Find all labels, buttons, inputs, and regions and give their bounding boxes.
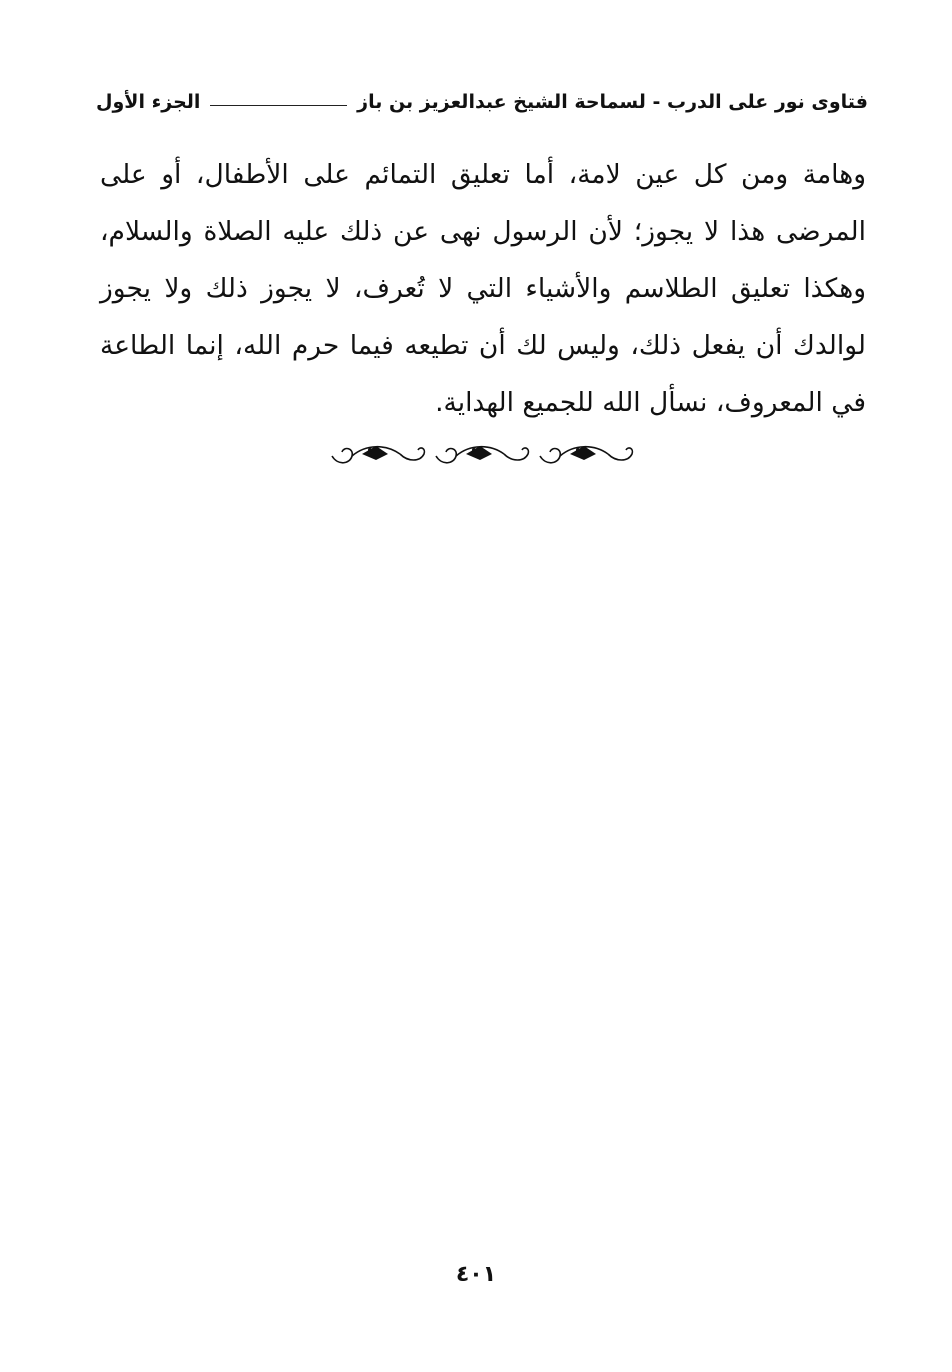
header-volume: الجزء الأول <box>96 91 201 113</box>
page-number: ٤٠١ <box>455 1262 497 1287</box>
header-book-title: فتاوى نور على الدرب - لسماحة الشيخ عبدالعزيز بن باز <box>357 91 868 113</box>
floral-divider-icon <box>326 436 636 472</box>
running-header <box>96 84 868 120</box>
header-rule <box>210 105 347 106</box>
body-paragraph: وهامة ومن كل عين لامة، أما تعليق التمائم على الأطفال، أو على المرضى هذا لا يجوز؛ لأن الرسول نهى عن ذلك عليه الصلاة والسلام، وهكذا تعليق الطلاسم والأشياء التي لا تُعرف، لا يجوز ذلك ولا يجوز لوالدك أن يفعل ذلك، وليس لك أن تطيعه فيما حرم الله، إنما الطاعة في المعروف، نسأل الله للجميع الهداية. <box>100 159 866 418</box>
